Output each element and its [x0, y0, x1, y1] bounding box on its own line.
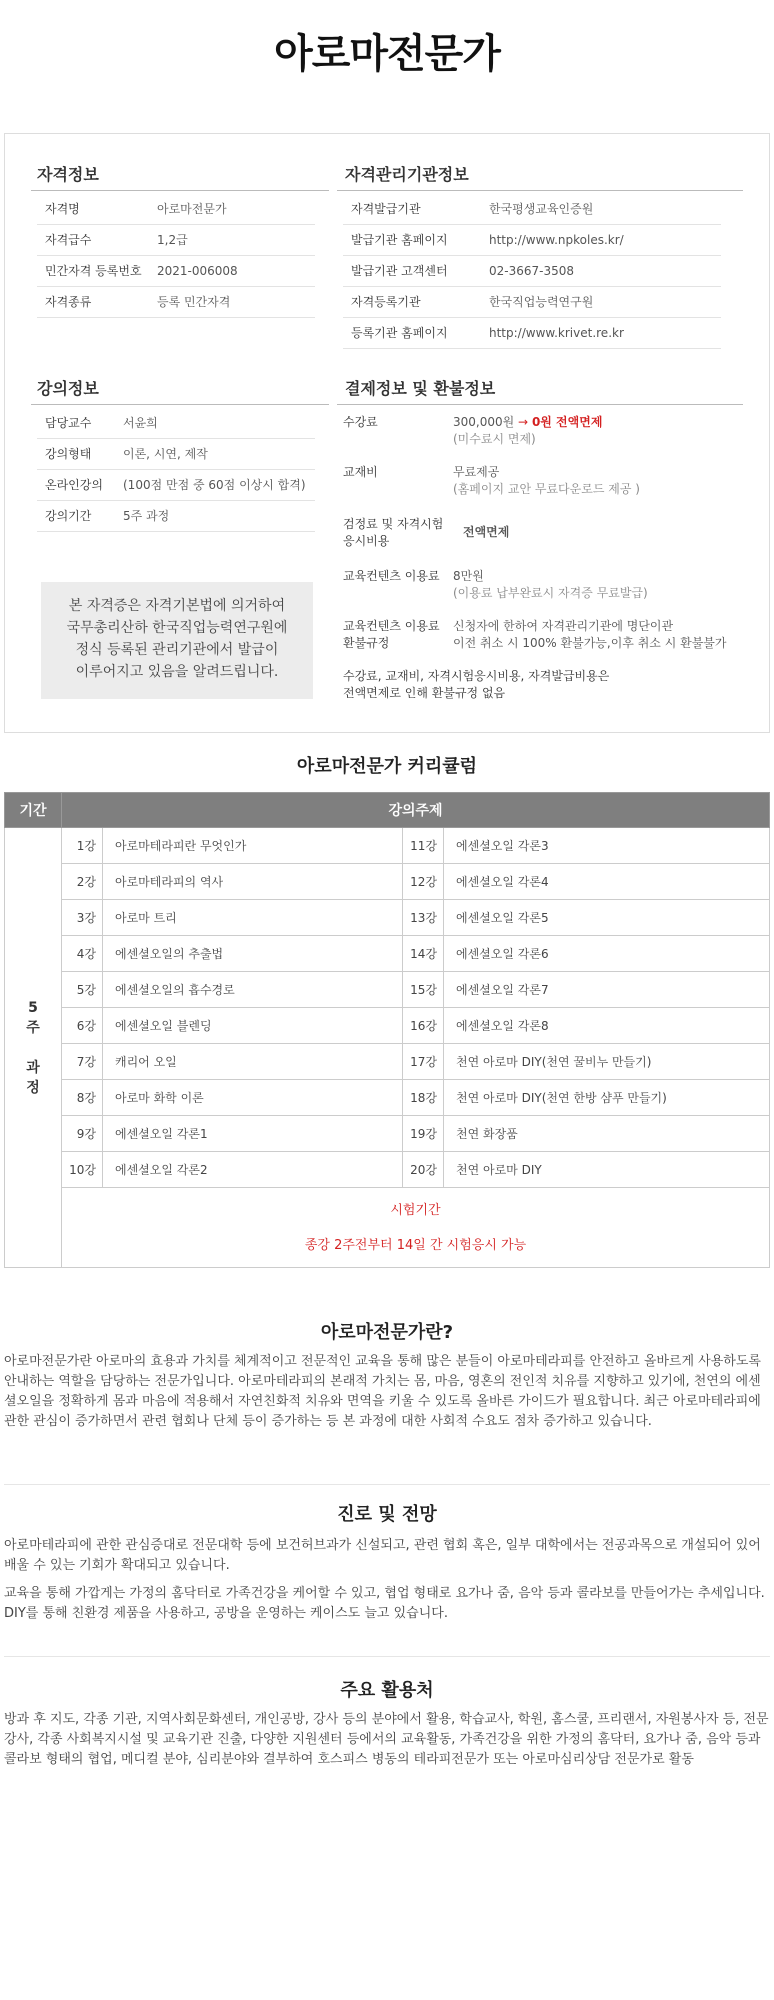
usage-body: 방과 후 지도, 각종 기관, 지역사회문화센터, 개인공방, 강사 등의 분야에서 활용, 학습교사, 학원, 홈스쿨, 프리랜서, 자원봉사자 등, 전문강사, 각종 사회복지시설 및 교육기관 진출, 다양한 지원센터 등에서의 교육활동, 가족건강을 위한 가정의 홈닥터, 요가나 줌, 음악 등과 콜라보 형태의 협업, 메디컬 분야, 심리분야와 결부하여 호스피스 병동의 테라피전문가 또는 아로마심리상담 전문가로 활동 — [4, 1712, 769, 1767]
lecture-row-label: 강의형태 — [45, 447, 92, 461]
content-fee-note: (이용료 납부완료시 자격증 무료발급) — [453, 586, 648, 600]
org-row — [343, 225, 721, 256]
notice-line: 본 자격증은 자격기본법에 의거하여 — [68, 598, 286, 614]
lesson-title: 에센셜오일 각론6 — [444, 936, 770, 972]
lesson-number: 7강 — [62, 1044, 103, 1080]
org-row — [343, 287, 721, 318]
lecture-row-label: 강의기간 — [45, 509, 92, 523]
exam-fee-label: 검정료 및 자격시험 — [343, 517, 444, 531]
table-row — [5, 1080, 770, 1116]
lesson-number: 11강 — [403, 828, 444, 864]
lecture-row-label: 담당교수 — [45, 416, 92, 430]
period-char: 과 — [26, 1059, 40, 1076]
table-row — [5, 1152, 770, 1188]
org-row-label: 자격발급기관 — [351, 202, 421, 216]
exam-period-cell — [62, 1188, 770, 1268]
materials-value: 무료제공 — [453, 465, 500, 479]
curriculum-title: 아로마전문가 커리큘럼 — [296, 756, 478, 777]
about-title: 아로마전문가란? — [320, 1322, 454, 1343]
materials-note: (홈페이지 교안 무료다운로드 제공 ) — [453, 482, 640, 496]
refund-footnote — [343, 668, 743, 702]
table-row — [5, 828, 770, 864]
lesson-title: 에센셜오일 각론7 — [444, 972, 770, 1008]
org-row-label: 등록기관 홈페이지 — [351, 326, 448, 340]
certification-notice — [41, 582, 313, 699]
lesson-number: 19강 — [403, 1116, 444, 1152]
lecture-row — [37, 408, 315, 439]
lesson-number: 8강 — [62, 1080, 103, 1116]
table-row — [5, 864, 770, 900]
tuition-label: 수강료 — [343, 415, 378, 429]
lecture-row — [37, 470, 315, 501]
lesson-title: 천연 아로마 DIY(천연 한방 샴푸 만들기) — [444, 1080, 770, 1116]
cert-row-value: 2021-006008 — [157, 264, 238, 278]
tuition-note: (미수료시 면제) — [453, 432, 536, 446]
page-title: 아로마전문가 — [274, 31, 500, 77]
exam-fee-row — [343, 516, 743, 550]
lecture-row-value: (100점 만점 중 60점 이상시 합격) — [123, 478, 306, 492]
org-row-label: 발급기관 홈페이지 — [351, 233, 448, 247]
lesson-number: 10강 — [62, 1152, 103, 1188]
notice-line: 이루어지고 있음을 알려드립니다. — [75, 664, 279, 680]
career-body-2: 교육을 통해 가깝게는 가정의 홈닥터로 가족건강을 케어할 수 있고, 협업 형태로 요가나 줌, 음악 등과 콜라보를 만들어가는 추세입니다. DIY를 통해 친환경 제품을 사용하고, 공방을 운영하는 케이스도 늘고 있습니다. — [4, 1586, 765, 1621]
lesson-number: 5강 — [62, 972, 103, 1008]
lecture-row — [37, 439, 315, 470]
lesson-number: 4강 — [62, 936, 103, 972]
lecture-row-value: 5주 과정 — [123, 509, 170, 523]
cert-row-value: 등록 민간자격 — [157, 295, 231, 309]
section-divider — [4, 1656, 770, 1657]
lesson-title: 천연 아로마 DIY(천연 꿀비누 만들기) — [444, 1044, 770, 1080]
career-body-1: 아로마테라피에 관한 관심증대로 전문대학 등에 보건허브과가 신설되고, 관련 협회 혹은, 일부 대학에서는 전공과목으로 개설되어 있어 배울 수 있는 기회가 확대되고 있습니다. — [4, 1538, 761, 1573]
refund-row — [343, 618, 743, 652]
exam-fee-value: 전액면제 — [463, 525, 510, 539]
lesson-number: 6강 — [62, 1008, 103, 1044]
org-row-value: 02-3667-3508 — [489, 264, 575, 278]
exam-fee-label: 응시비용 — [343, 534, 390, 548]
cert-info-rule — [31, 190, 329, 191]
org-row-value: http://www.npkoles.kr/ — [489, 233, 624, 247]
org-row-value: 한국직업능력연구원 — [489, 295, 594, 309]
lesson-title: 천연 아로마 DIY — [444, 1152, 770, 1188]
lesson-title: 에센셜오일의 흡수경로 — [103, 972, 403, 1008]
usage-title: 주요 활용처 — [340, 1680, 434, 1701]
table-row — [5, 1116, 770, 1152]
lesson-title: 아로마 화학 이론 — [103, 1080, 403, 1116]
materials-row — [343, 464, 743, 498]
org-info-heading: 자격관리기관정보 — [345, 165, 469, 184]
org-row-value: http://www.krivet.re.kr — [489, 326, 624, 340]
cert-row-label: 자격명 — [45, 202, 80, 216]
table-row — [5, 972, 770, 1008]
lesson-title: 캐리어 오일 — [103, 1044, 403, 1080]
about-body: 아로마전문가란 아로마의 효용과 가치를 체계적이고 전문적인 교육을 통해 많은 분들이 아로마테라피를 안전하고 올바르게 사용하도록 안내하는 역할을 담당하는 전문가입니다. 아로마테라피의 본래적 가치는 몸, 마음, 영혼의 전인적 치유를 지향하고 있기에, 천연의 에센셜오일을 정확하게 몸과 마음에 적용해서 자연친화적 치유와 면역을 키울 수 있도록 올바른 가이드가 필요합니다. 최근 아로마테라피에 관한 관심이 증가하면서 관련 협회나 단체 등이 증가하는 등 본 과정에 대한 사회적 수요도 점차 증가하고 있습니다. — [4, 1354, 761, 1429]
notice-line: 정식 등록된 관리기관에서 발급이 — [75, 642, 279, 658]
cert-row-value: 아로마전문가 — [157, 202, 227, 216]
arrow-icon: → — [518, 415, 529, 429]
career-title: 진로 및 전망 — [337, 1504, 437, 1525]
lesson-title: 아로마 트리 — [103, 900, 403, 936]
refund-label: 교육컨텐츠 이용료 — [343, 619, 440, 633]
lecture-row-value: 서윤희 — [123, 416, 158, 430]
lesson-title: 에센셜오일 각론2 — [103, 1152, 403, 1188]
cert-row — [37, 225, 315, 256]
org-row-label: 발급기관 고객센터 — [351, 264, 448, 278]
refund-label: 환불규정 — [343, 636, 390, 650]
cert-row — [37, 256, 315, 287]
cert-row — [37, 194, 315, 225]
footnote-line: 수강료, 교재비, 자격시험응시비용, 자격발급비용은 — [343, 669, 610, 683]
tuition-price: 300,000원 — [453, 415, 515, 429]
lecture-row-label: 온라인강의 — [45, 478, 103, 492]
lesson-number: 16강 — [403, 1008, 444, 1044]
org-info-rule — [337, 190, 743, 191]
tuition-free: 0원 전액면제 — [531, 415, 603, 429]
lecture-row-value: 이론, 시연, 제작 — [123, 447, 208, 461]
org-row-value: 한국평생교육인증원 — [489, 202, 594, 216]
content-fee-row — [343, 568, 743, 602]
org-row-label: 자격등록기관 — [351, 295, 421, 309]
lesson-title: 아로마테라피란 무엇인가 — [103, 828, 403, 864]
refund-rule: 신청자에 한하여 자격관리기관에 명단이관 — [453, 619, 674, 633]
info-panel — [4, 133, 770, 733]
lesson-title: 에센셜오일 각론3 — [444, 828, 770, 864]
lesson-number: 12강 — [403, 864, 444, 900]
lesson-number: 1강 — [62, 828, 103, 864]
content-fee-value: 8만원 — [453, 569, 484, 583]
cert-row — [37, 287, 315, 318]
table-row — [5, 900, 770, 936]
exam-row — [5, 1188, 770, 1268]
org-row — [343, 318, 721, 349]
lecture-info-rule — [31, 404, 329, 405]
lesson-number: 17강 — [403, 1044, 444, 1080]
lesson-title: 에센셜오일 각론5 — [444, 900, 770, 936]
lesson-number: 15강 — [403, 972, 444, 1008]
period-char: 5 — [28, 999, 38, 1016]
lecture-row — [37, 501, 315, 532]
table-row — [5, 1044, 770, 1080]
cert-row-label: 자격급수 — [45, 233, 92, 247]
period-char: 정 — [26, 1079, 40, 1096]
period-header: 기간 — [5, 793, 62, 828]
table-row — [5, 1008, 770, 1044]
lesson-number: 9강 — [62, 1116, 103, 1152]
subject-header: 강의주제 — [62, 793, 770, 828]
cert-info-heading: 자격정보 — [37, 165, 99, 184]
payment-info-heading: 결제정보 및 환불정보 — [345, 379, 496, 398]
lesson-number: 18강 — [403, 1080, 444, 1116]
section-divider — [4, 1484, 770, 1485]
exam-period-title: 시험기간 — [390, 1202, 441, 1218]
lesson-number: 13강 — [403, 900, 444, 936]
lesson-title: 에센셜오일 블렌딩 — [103, 1008, 403, 1044]
footnote-line: 전액면제로 인해 환불규정 없음 — [343, 686, 506, 700]
exam-period-desc: 종강 2주전부터 14일 간 시험응시 가능 — [304, 1237, 527, 1253]
table-row — [5, 936, 770, 972]
cert-row-label: 민간자격 등록번호 — [45, 264, 142, 278]
cert-row-label: 자격종류 — [45, 295, 92, 309]
lesson-number: 3강 — [62, 900, 103, 936]
period-cell — [5, 828, 62, 1268]
lesson-title: 에센셜오일 각론1 — [103, 1116, 403, 1152]
lesson-title: 천연 화장품 — [444, 1116, 770, 1152]
cert-row-value: 1,2급 — [157, 233, 188, 247]
org-row — [343, 194, 721, 225]
lesson-title: 아로마테라피의 역사 — [103, 864, 403, 900]
curriculum-table — [4, 792, 770, 1268]
curriculum-header — [5, 793, 770, 828]
refund-rule: 이전 취소 시 100% 환불가능,이후 취소 시 환불불가 — [453, 636, 727, 650]
materials-label: 교재비 — [343, 465, 378, 479]
period-char: 주 — [26, 1019, 40, 1036]
lesson-number: 2강 — [62, 864, 103, 900]
lesson-title: 에센셜오일 각론8 — [444, 1008, 770, 1044]
lesson-title: 에센셜오일 각론4 — [444, 864, 770, 900]
tuition-row — [343, 414, 743, 448]
notice-line: 국무총리산하 한국직업능력연구원에 — [66, 620, 288, 636]
payment-info-rule — [337, 404, 743, 405]
org-row — [343, 256, 721, 287]
lesson-number: 14강 — [403, 936, 444, 972]
lesson-title: 에센셜오일의 추출법 — [103, 936, 403, 972]
lecture-info-heading: 강의정보 — [37, 379, 99, 398]
content-fee-label: 교육컨텐츠 이용료 — [343, 569, 440, 583]
lesson-number: 20강 — [403, 1152, 444, 1188]
